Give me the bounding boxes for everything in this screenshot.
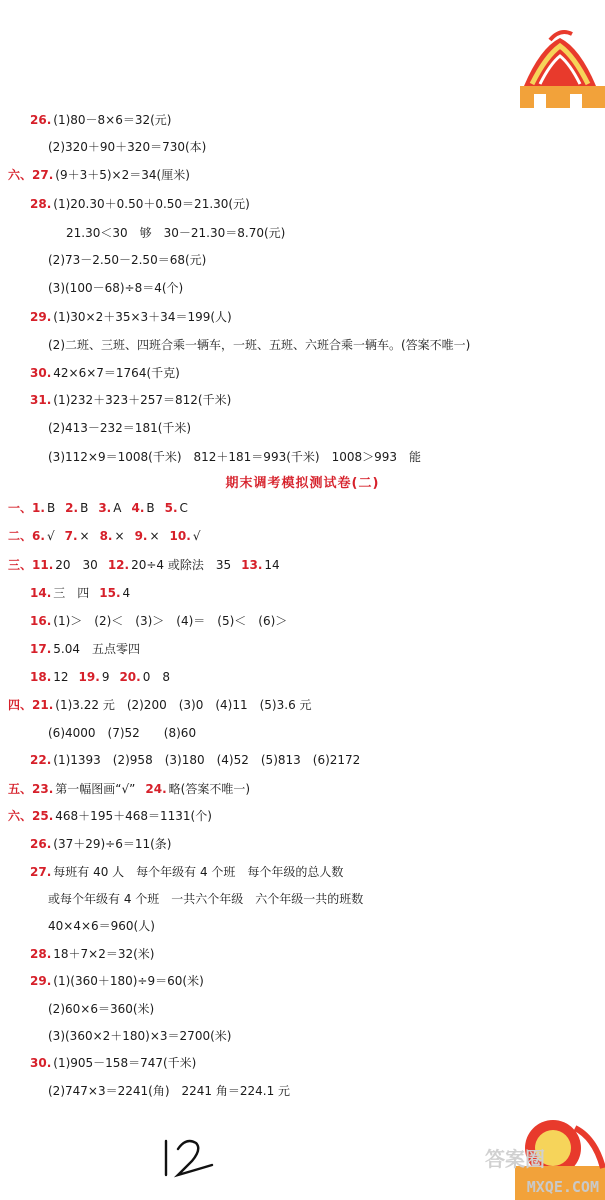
- answer-text: ×: [114, 529, 125, 543]
- answer-line-l31b: [48, 420, 191, 436]
- answer-text: ×: [149, 529, 160, 543]
- answer-text: (1)＞ (2)＜ (3)＞ (4)＝ (5)＜ (6)＞: [53, 614, 288, 628]
- top-corner-decoration: [510, 28, 605, 108]
- answer-line-l28d: [48, 280, 183, 296]
- answer-line-m5: [30, 613, 297, 629]
- answer-line-m8: [8, 697, 322, 713]
- answer-text: (2)60×6＝360(米): [48, 1002, 155, 1016]
- answer-line-l29: [30, 309, 232, 325]
- answer-text: (1)232＋323＋257＝812(千米): [53, 393, 232, 407]
- answer-text: 20 30: [55, 558, 98, 572]
- question-number: 25.: [32, 809, 54, 823]
- answer-text: 5.04 五点零四: [53, 642, 140, 656]
- question-number: 16.: [30, 614, 52, 628]
- question-number: 22.: [30, 753, 52, 767]
- question-number: 14.: [30, 586, 52, 600]
- answer-line-m22: [48, 1083, 300, 1099]
- watermark-url: MXQE.COM: [526, 1178, 599, 1196]
- answer-line-m1: [8, 500, 198, 516]
- answer-line-m18: [30, 973, 214, 989]
- answer-text: 略(答案不唯一): [168, 782, 251, 796]
- answer-text: (2)413－232＝181(千米): [48, 421, 192, 435]
- answer-line-l31: [30, 392, 231, 408]
- answer-text: 18＋7×2＝32(米): [53, 947, 155, 961]
- answer-line-l26: [30, 112, 172, 128]
- question-number: 26.: [30, 837, 52, 851]
- answer-text: 三 四: [53, 586, 90, 600]
- question-number: 26.: [30, 113, 52, 127]
- section-number: 五、: [8, 782, 33, 796]
- section-number: 一、: [8, 501, 33, 515]
- answer-text: 4: [122, 586, 131, 600]
- answer-text: (9＋3＋5)×2＝34(厘米): [55, 168, 190, 182]
- question-number: 11.: [32, 558, 54, 572]
- section-number: 六、: [8, 809, 33, 823]
- question-number: 7.: [64, 529, 78, 543]
- answer-line-m2: [8, 528, 210, 544]
- answer-line-l28b: [66, 225, 285, 241]
- answer-text: 每班有 40 人 每个年级有 4 个班 每个年级的总人数: [53, 865, 344, 879]
- answer-line-m4: [30, 585, 140, 601]
- answer-text: (1)905－158＝747(千米): [53, 1056, 197, 1070]
- question-number: 29.: [30, 310, 52, 324]
- question-number: 19.: [78, 670, 100, 684]
- answer-line-l30: [30, 365, 180, 381]
- question-number: 1.: [32, 501, 45, 515]
- answer-line-l28c: [48, 252, 206, 268]
- answer-text: (1)1393 (2)958 (3)180 (4)52 (5)813 (6)2172: [53, 753, 361, 767]
- answer-text: C: [179, 501, 188, 515]
- question-number: 30.: [30, 1056, 52, 1070]
- answer-text: A: [113, 501, 122, 515]
- answer-text: √: [192, 529, 201, 543]
- answer-text: (6)4000 (7)52 (8)60: [48, 726, 197, 740]
- question-number: 20.: [119, 670, 141, 684]
- answer-text: (2)二班、三班、四班合乘一辆车，一班、五班、六班合乘一辆车。(答案不唯一): [48, 338, 471, 352]
- answer-text: 468＋195＋468＝1131(个): [55, 809, 212, 823]
- answer-text: 或每个年级有 4 个班 一共六个年级 六个年级一共的班数: [48, 892, 364, 906]
- answer-text: (37＋29)÷6＝11(条): [53, 837, 172, 851]
- answer-line-m13: [30, 836, 182, 852]
- question-number: 15.: [99, 586, 121, 600]
- question-number: 28.: [30, 197, 52, 211]
- handwritten-page-number: [158, 1135, 218, 1180]
- question-number: 8.: [99, 529, 113, 543]
- section-title: 期末调考模拟测试卷(二): [225, 476, 380, 491]
- answer-text: √: [46, 529, 55, 543]
- answer-text: 40×4×6＝960(人): [48, 919, 155, 933]
- answer-line-m9: [48, 725, 206, 741]
- question-number: 4.: [131, 501, 145, 515]
- question-number: 13.: [241, 558, 263, 572]
- section-number: 六、: [8, 168, 33, 182]
- answer-line-m17: [30, 946, 165, 962]
- answer-text: (2)320＋90＋320＝730(本): [48, 140, 207, 154]
- answer-line-m6: [30, 641, 150, 657]
- answer-line-m12: [8, 808, 222, 824]
- answer-line-m19: [48, 1001, 164, 1017]
- answer-line-m10: [30, 752, 370, 768]
- answer-text: 14: [264, 558, 280, 572]
- watermark-logo-text: 答案圈: [485, 1147, 545, 1171]
- question-number: 2.: [65, 501, 79, 515]
- question-number: 9.: [134, 529, 148, 543]
- answer-text: (1)20.30＋0.50＋0.50＝21.30(元): [53, 197, 250, 211]
- answer-line-m20: [48, 1028, 241, 1044]
- answer-text: 20÷4 或除法 35: [131, 558, 232, 572]
- answer-text: 12: [53, 670, 69, 684]
- answer-line-l27: [8, 167, 190, 183]
- section-number: 二、: [8, 529, 33, 543]
- answer-text: (1)30×2＋35×3＋34＝199(人): [53, 310, 232, 324]
- answer-line-l29b: [48, 337, 470, 353]
- question-number: 31.: [30, 393, 52, 407]
- question-number: 24.: [145, 782, 167, 796]
- answer-text: B: [80, 501, 89, 515]
- answer-text: B: [146, 501, 155, 515]
- answer-line-l31c: [48, 449, 421, 465]
- answer-text: (1)3.22 元 (2)200 (3)0 (4)11 (5)3.6 元: [55, 698, 312, 712]
- answer-text: (3)112×9＝1008(千米) 812＋181＝993(千米) 1008＞993 能: [48, 450, 422, 464]
- question-number: 27.: [30, 865, 52, 879]
- question-number: 28.: [30, 947, 52, 961]
- answer-line-m16: [48, 918, 165, 934]
- section-number: 四、: [8, 698, 33, 712]
- answer-line-m14: [30, 864, 353, 880]
- answer-text: ×: [79, 529, 90, 543]
- question-number: 3.: [98, 501, 112, 515]
- question-number: 23.: [32, 782, 54, 796]
- answer-text: (1)80－8×6＝32(元): [53, 113, 172, 127]
- answer-text: 42×6×7＝1764(千克): [53, 366, 180, 380]
- answer-line-m3: [8, 557, 290, 573]
- question-number: 17.: [30, 642, 52, 656]
- answer-line-l28: [30, 196, 250, 212]
- answer-line-m7: [30, 669, 180, 685]
- answer-text: (3)(100－68)÷8＝4(个): [48, 281, 184, 295]
- answer-line-m15: [48, 891, 373, 907]
- answer-line-l26b: [48, 139, 206, 155]
- answer-line-m11: [8, 781, 260, 797]
- question-number: 21.: [32, 698, 54, 712]
- answer-text: 第一幅图画“√”: [55, 782, 136, 796]
- answer-text: (2)73－2.50－2.50＝68(元): [48, 253, 207, 267]
- section-number: 三、: [8, 558, 33, 572]
- question-number: 10.: [169, 529, 191, 543]
- answer-text: 21.30＜30 够 30－21.30＝8.70(元): [66, 226, 286, 240]
- answer-line-m21: [30, 1055, 206, 1071]
- question-number: 29.: [30, 974, 52, 988]
- question-number: 12.: [107, 558, 130, 572]
- question-number: 27.: [32, 168, 54, 182]
- answer-text: 0 8: [142, 670, 170, 684]
- question-number: 6.: [32, 529, 45, 543]
- question-number: 18.: [30, 670, 52, 684]
- question-number: 30.: [30, 366, 52, 380]
- answer-text: B: [46, 501, 56, 515]
- answer-text: 9: [101, 670, 110, 684]
- answer-text: (3)(360×2＋180)×3＝2700(米): [48, 1029, 232, 1043]
- answer-text: (1)(360＋180)÷9＝60(米): [53, 974, 204, 988]
- question-number: 5.: [164, 501, 178, 515]
- answer-text: (2)747×3＝2241(角) 2241 角＝224.1 元: [48, 1084, 291, 1098]
